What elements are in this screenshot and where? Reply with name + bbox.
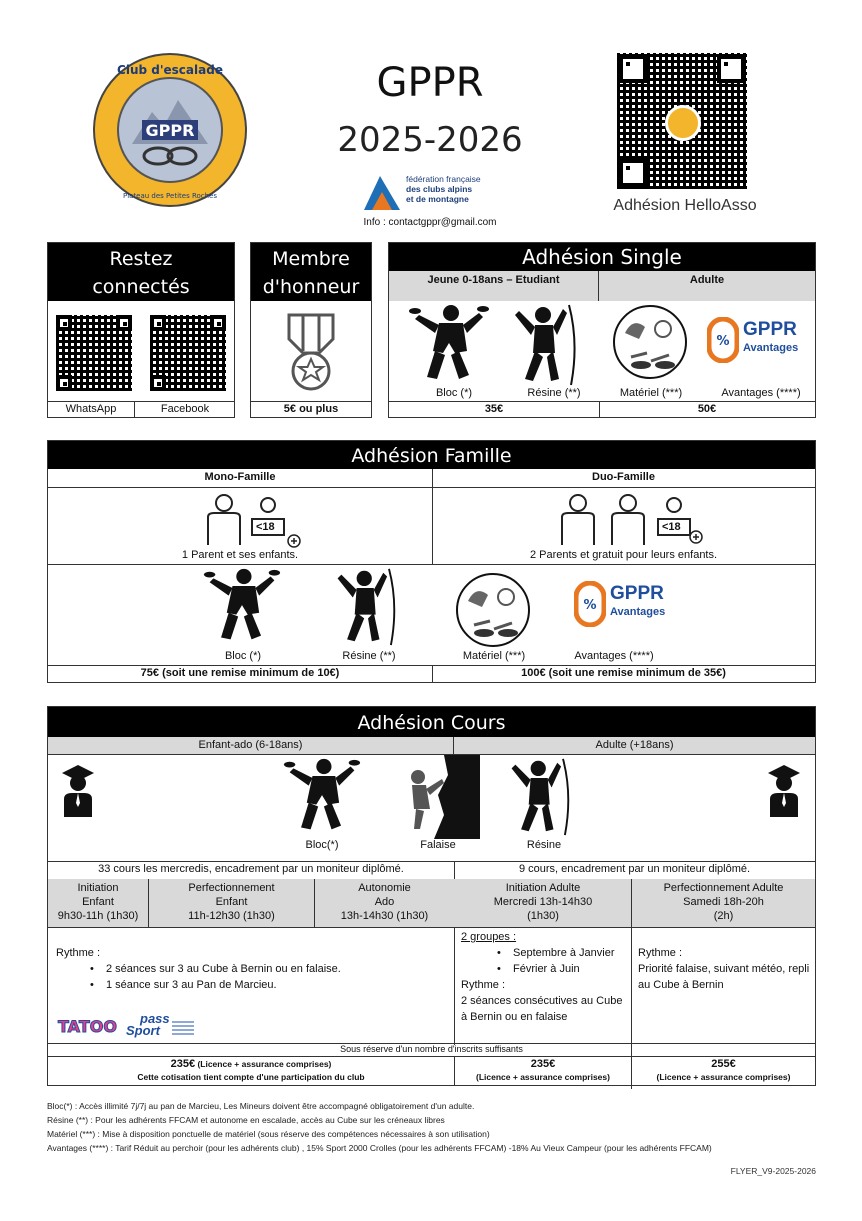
single-col-jeune: Jeune 0-18ans – Etudiant [389, 271, 599, 301]
slot-perf-enfant [149, 881, 314, 923]
ffcam-line-2: des clubs alpins [406, 184, 473, 194]
slot-line: (1h30) [527, 910, 559, 922]
slot-line: Perfectionnement Adulte [663, 882, 784, 894]
footnotes [47, 1099, 837, 1155]
slot-line: Initiation Adulte [505, 882, 581, 894]
famille-materiel-label: Matériel (***) [462, 650, 526, 662]
single-resine-label: Résine (**) [527, 387, 581, 399]
cours-price-init [455, 1058, 631, 1084]
slot-line: Enfant [215, 896, 248, 908]
famille-gppr-text: GPPR [610, 583, 664, 604]
slot-line: (2h) [713, 910, 734, 922]
price-enfant-amount: 235€ [170, 1058, 196, 1070]
famille-price-duo: 100€ (soit une remise minimum de 35€) [521, 667, 726, 679]
helloasso-qr[interactable] [617, 53, 747, 189]
slot-line: Autonomie [358, 882, 411, 894]
price-init-amount: 235€ [530, 1058, 556, 1070]
rythme-label: Rythme : [461, 979, 506, 991]
rythme-init-text: 2 séances consécutives au Cube à Bernin ou en falaise [461, 995, 623, 1023]
ffcam-line-3: et de montagne [406, 194, 469, 204]
famille-duo-desc: 2 Parents et gratuit pour leurs enfants. [529, 549, 718, 561]
famille-bloc-icon [200, 567, 284, 647]
honneur-title-2: d'honneur [262, 276, 360, 298]
groupes-label: 2 groupes : [461, 931, 517, 943]
pass-sport-logo [124, 1011, 198, 1039]
single-col-adulte: Adulte [599, 271, 815, 301]
rythme-init-adulte [461, 929, 627, 1025]
single-bloc-label: Bloc (*) [435, 387, 473, 399]
slot-autonomie-ado [315, 881, 454, 923]
cours-enfant-head: Enfant-ado (6-18ans) [48, 737, 454, 754]
famille-mono-desc: 1 Parent et ses enfants. [181, 549, 299, 561]
slot-line: Perfectionnement [188, 882, 275, 894]
single-price-jeune: 35€ [484, 403, 504, 415]
rythme-item: • 1 séance sur 3 au Pan de Marcieu. [84, 977, 446, 993]
rythme-enfant [56, 945, 446, 993]
price-enfant-line2: Cette cotisation tient compte d'une participation du club [137, 1072, 365, 1082]
svg-text:GPPR: GPPR [145, 121, 195, 140]
ffcam-logo [362, 170, 512, 214]
facebook-qr[interactable] [150, 315, 226, 391]
rythme-perf-adulte [638, 945, 810, 993]
slot-line: Samedi 18h-20h [683, 896, 764, 908]
falaise-icon [400, 755, 480, 839]
contact-info: Info : contactgppr@gmail.com [363, 217, 497, 228]
famille-title: Adhésion Famille [48, 441, 815, 469]
famille-materiel-icon [454, 571, 532, 649]
rythme-perf-text: Priorité falaise, suivant météo, repli au Cube à Bernin [638, 963, 810, 991]
single-avantages-label: Avantages (****) [721, 387, 801, 399]
gppr-avantages-logo [707, 317, 807, 367]
famille-mono-head: Mono-Famille [204, 471, 276, 483]
rythme-label: Rythme : [638, 947, 683, 959]
medal-icon [281, 313, 341, 393]
gppr-logo-text: GPPR [743, 319, 797, 340]
pass-text: pass [140, 1011, 170, 1026]
slot-line: Enfant [82, 896, 114, 908]
honneur-title-1: Membre [272, 248, 350, 270]
page-title: GPPR [376, 60, 484, 106]
slot-line: 9h30-11h (1h30) [57, 910, 139, 922]
rythme-label: Rythme : [56, 947, 101, 959]
svg-text:%: % [583, 598, 597, 613]
duo-badge: <18 [662, 521, 681, 533]
famille-gppr-logo [574, 581, 674, 631]
connect-title-1: Restez [109, 248, 173, 270]
cours-resine-icon [508, 757, 578, 837]
footnote-avantages: Avantages (****) : Tarif Réduit au perchoir (pour les adhérents club) , 15% Sport 2000 Crolles (pour les adhérents FFCAM) -18% Au Vieux Campeur (pour les adhérents FFCAM) [47, 1143, 712, 1153]
price-perf-note: (Licence + assurance comprises) [656, 1072, 791, 1082]
cours-enfant-desc: 33 cours les mercredis, encadrement par un moniteur diplômé. [98, 863, 404, 875]
svg-text:Club d'escalade: Club d'escalade [117, 63, 223, 77]
slot-line: Ado [374, 896, 395, 908]
single-price-adulte: 50€ [697, 403, 717, 415]
slot-line: 13h-14h30 (1h30) [340, 910, 429, 922]
cours-adulte-desc: 9 cours, encadrement par un moniteur diplômé. [518, 863, 751, 875]
graduate-icon [60, 763, 96, 817]
cours-bloc-icon [280, 757, 364, 837]
materiel-icon [611, 303, 689, 381]
cours-bloc-label: Bloc(*) [305, 839, 339, 851]
connect-panel [47, 242, 235, 418]
groupe-item: • Février à Juin [491, 961, 627, 977]
duo-family-icon [558, 493, 708, 549]
honneur-price: 5€ ou plus [283, 403, 339, 415]
reserve-note: Sous réserve d'un nombre d'inscrits suffisants [340, 1044, 523, 1054]
slot-line: Initiation [77, 882, 119, 894]
slot-line: 11h-12h30 (1h30) [188, 910, 275, 922]
famille-price-mono: 75€ (soit une remise minimum de 10€) [140, 667, 340, 679]
footnote-resine: Résine (**) : Pour les adhérents FFCAM et autonome en escalade, accès au Cube sur les créneaux libres [47, 1115, 445, 1125]
mono-family-icon [204, 493, 314, 549]
connect-title-2: connectés [92, 276, 190, 298]
cours-price-enfant [48, 1058, 454, 1084]
sport-text: Sport [126, 1023, 160, 1038]
facebook-link[interactable]: Facebook [160, 403, 210, 415]
single-panel [388, 242, 816, 418]
price-init-note: (Licence + assurance comprises) [476, 1072, 610, 1082]
cours-adulte-head: Adulte (+18ans) [454, 737, 815, 754]
cours-resine-label: Résine [526, 839, 562, 851]
club-logo [92, 52, 248, 208]
price-enfant-note: (Licence + assurance comprises) [195, 1059, 332, 1069]
footnote-materiel: Matériel (***) : Mise à disposition ponctuelle de matériel (sous réserve des compétences nécessaires à son utilisation) [47, 1129, 490, 1139]
price-perf-amount: 255€ [711, 1058, 736, 1070]
famille-resine-label: Résine (**) [342, 650, 396, 662]
famille-panel [47, 440, 816, 683]
svg-text:%: % [716, 334, 730, 349]
version-label: FLYER_V9-2025-2026 [730, 1166, 816, 1176]
resine-climber-icon [513, 303, 583, 387]
cours-price-perf [632, 1058, 815, 1084]
mono-badge: <18 [256, 521, 275, 533]
cours-falaise-label: Falaise [420, 839, 456, 851]
famille-bloc-label: Bloc (*) [224, 650, 262, 662]
svg-text:Plateau des Petites Roches: Plateau des Petites Roches [122, 192, 218, 200]
whatsapp-link[interactable]: WhatsApp [65, 403, 117, 415]
slot-line: Mercredi 13h-14h30 [493, 896, 593, 908]
slot-perf-adulte [632, 881, 815, 923]
svg-text:TATOO: TATOO [58, 1017, 117, 1036]
cours-panel [47, 706, 816, 1086]
famille-gppr-sub: Avantages [610, 606, 666, 618]
slot-initiation-adulte [455, 881, 631, 923]
famille-resine-icon [334, 567, 404, 647]
rythme-item: • 2 séances sur 3 au Cube à Bernin ou en falaise. [84, 961, 446, 977]
whatsapp-qr[interactable] [56, 315, 132, 391]
groupe-item: • Septembre à Janvier [491, 945, 627, 961]
famille-duo-head: Duo-Famille [592, 471, 655, 483]
gppr-logo-sub: Avantages [743, 342, 799, 354]
honneur-panel [250, 242, 372, 418]
tattoo-logo [56, 1012, 122, 1038]
ffcam-line-1: fédération française [406, 174, 481, 184]
helloasso-label: Adhésion HelloAsso [613, 197, 757, 214]
single-title: Adhésion Single [389, 243, 815, 271]
single-materiel-label: Matériel (***) [619, 387, 683, 399]
slot-initiation-enfant [48, 881, 148, 923]
graduate-icon-right [766, 763, 802, 817]
famille-avantages-label: Avantages (****) [574, 650, 654, 662]
footnote-bloc: Bloc(*) : Accès illimité 7j/7j au pan de Marcieu, Les Mineurs doivent être accompagné obligatoirement d'un adulte. [47, 1101, 475, 1111]
bloc-climber-icon [409, 303, 489, 387]
season-years: 2025-2026 [337, 120, 523, 160]
cours-title: Adhésion Cours [48, 707, 815, 737]
